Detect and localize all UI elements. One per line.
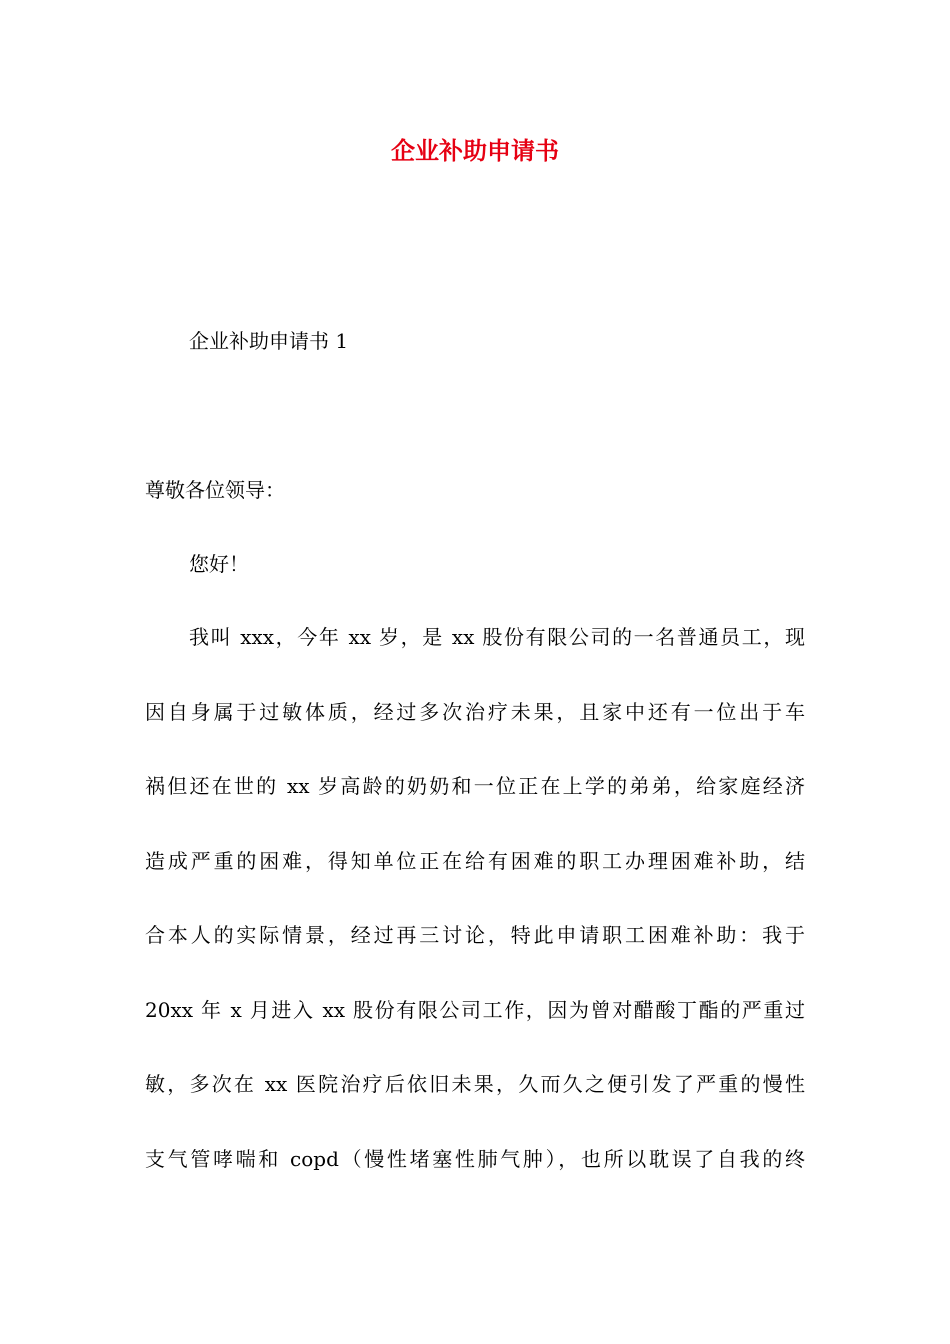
body-paragraph — [145, 622, 805, 1218]
document-subtitle: 企业补助申请书 1 — [189, 329, 349, 353]
greeting: 您好！ — [189, 552, 249, 576]
body-line: 支气管哮喘和 copd（慢性堵塞性肺气肿），也所以耽误了自我的终 — [145, 1146, 805, 1171]
salutation: 尊敬各位领导： — [145, 478, 285, 502]
body-line: 我叫 xxx，今年 xx 岁，是 xx 股份有限公司的一名普通员工，现 — [189, 625, 805, 649]
document-title: 企业补助申请书 — [391, 136, 559, 165]
body-line: 合本人的实际情景，经过再三讨论，特此申请职工困难补助：我于 — [145, 923, 805, 947]
body-line: 20xx 年 x 月进入 xx 股份有限公司工作，因为曾对醋酸丁酯的严重过 — [145, 997, 805, 1022]
body-line: 因自身属于过敏体质，经过多次治疗未果，且家中还有一位出于车 — [145, 699, 805, 724]
body-line: 祸但还在世的 xx 岁高龄的奶奶和一位正在上学的弟弟，给家庭经济 — [145, 774, 805, 798]
body-line: 造成严重的困难，得知单位正在给有困难的职工办理困难补助，结 — [145, 848, 805, 873]
body-line: 敏，多次在 xx 医院治疗后依旧未果，久而久之便引发了严重的慢性 — [145, 1072, 805, 1096]
